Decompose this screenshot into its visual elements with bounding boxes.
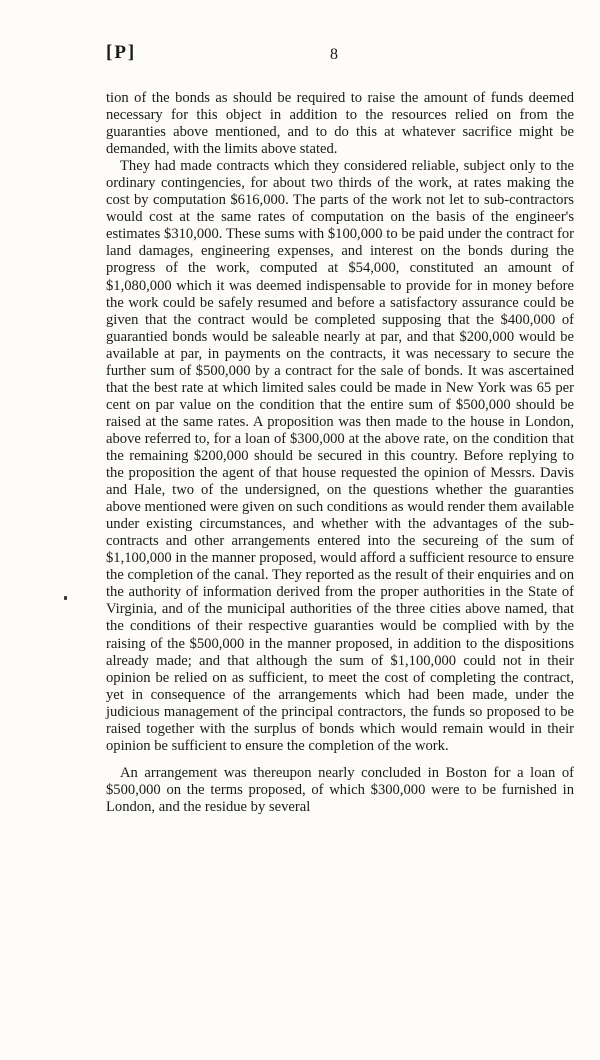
document-mark: [P] — [106, 42, 137, 63]
paragraph-continuation: tion of the bonds as should be required to raise the amount of funds deemed necessary for this object in addition to the resources relied on from the guaranties above mentioned, and to do this at whatever sacrifice might be demanded, with the limits above stated. — [106, 90, 574, 158]
body-text — [106, 90, 574, 816]
margin-ink-mark — [64, 596, 67, 600]
paragraph-arrangement: An arrangement was thereupon nearly concluded in Boston for a loan of $500,000 on the terms proposed, of which $300,000 were to be furnished in London, and the residue by several — [106, 764, 574, 815]
paragraph-contracts: They had made contracts which they considered reliable, subject only to the ordinary contingencies, for about two thirds of the work, at rates making the cost by computation $616,000. The parts of the work not let to sub-contractors would cost at the same rates of computation on the basis of the engineer's estimates $310,000. These sums with $100,000 to be paid under the contract for land damages, engineering expenses, and interest on the bonds during the progress of the work, computed at $54,000, constituted an amount of $1,080,000 which it was deemed indispensable to provide for in money before the work could be safely resumed and before a satisfactory assurance could be given that the contract would be completed supposing that the $400,000 of guarantied bonds would be saleable nearly at par, and that $200,000 would be available at par, in payments on the contracts, it was necessary to secure the further sum of $500,000 by a contract for the sale of bonds. It was ascertained that the best rate at which limited sales could be made in New York was 65 per cent on par value on the condition that the entire sum of $500,000 should be raised at the same rates. A proposition was then made to the house in London, above referred to, for a loan of $300,000 at the above rate, on the condition that the remaining $200,000 should be secured in this country. Before replying to the proposition the agent of that house requested the opinion of Messrs. Davis and Hale, two of the undersigned, on the questions whether the guaranties above mentioned were given on such conditions as would render them available under existing circumstances, and whether with the advantages of the sub-contracts and other arrangements entered into the secureing of the sum of $1,100,000 in the manner proposed, would afford a sufficient resource to ensure the completion of the canal. They reported as the result of their enquiries and on the authority of information derived from the proper authorities in the State of Virginia, and of the municipal authorities of the three cities above named, that the conditions of their respective guaranties would be complied with by the raising of the $500,000 in the manner proposed, in addition to the dispositions already made; and that although the sum of $1,100,000 could not in their opinion be relied on as sufficient, to meet the cost of completing the contract, yet in consequence of the arrangements which had been made, under the judicious management of the principal contractors, the funds so proposed to be raised together with the surplus of bonds which would remain would in their opinion be sufficient to ensure the completion of the work. — [106, 158, 574, 754]
page-number: 8 — [330, 46, 338, 63]
page-header — [98, 36, 568, 66]
